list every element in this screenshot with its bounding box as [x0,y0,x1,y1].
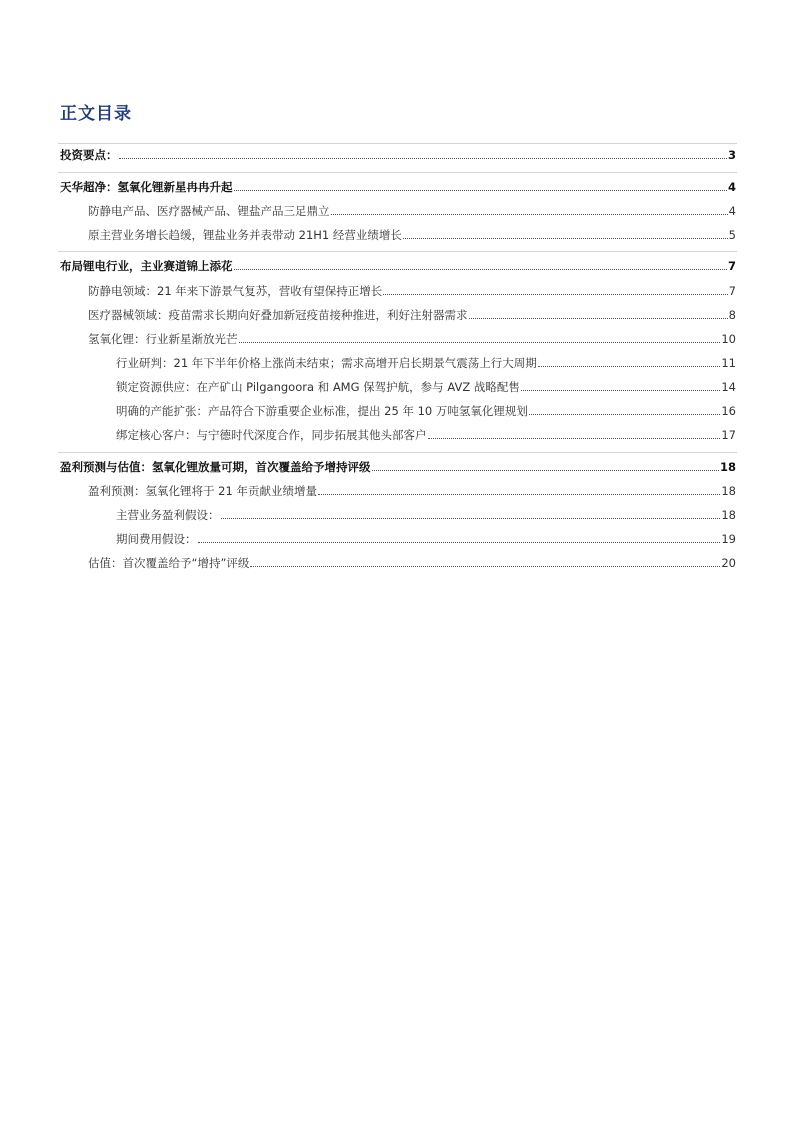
toc-page-number: 10 [721,332,736,346]
dot-leader [239,342,721,343]
toc-entry-label: 盈利预测：氢氧化锂将于 21 年贡献业绩增量 [88,484,317,498]
toc-entry-level1[interactable] [60,179,736,195]
toc-entry-level3[interactable] [116,531,736,547]
toc-entry-label: 天华超净：氢氧化锂新星冉冉升起 [60,180,233,194]
toc-page-number: 3 [727,148,736,162]
toc-page-number: 5 [728,228,736,242]
toc-entry-level2[interactable] [88,227,736,243]
toc-title: 正文目录 [60,104,132,124]
toc-entry-label: 布局锂电行业，主业赛道锦上添花 [60,259,233,273]
dot-leader [198,542,721,543]
toc-entry-label: 防静电领域：21 年来下游景气复苏，营收有望保持正增长 [88,284,383,298]
dot-leader [331,214,728,215]
toc-entry-label: 行业研判：21 年下半年价格上涨尚未结束；需求高增开启长期景气震荡上行大周期 [116,356,537,370]
toc-page-number: 17 [721,428,736,442]
toc-entry-label: 主营业务盈利假设： [116,508,220,522]
toc-page-number: 18 [721,508,736,522]
toc-entry-level2[interactable] [88,307,736,323]
dot-leader [403,238,728,239]
divider [58,143,737,144]
divider [58,452,737,453]
toc-entry-level3[interactable] [116,427,736,443]
toc-entry-label: 原主营业务增长趋缓，锂盐业务并表带动 21H1 经营业绩增长 [88,228,402,242]
toc-entry-level3[interactable] [116,507,736,523]
toc-entry-level2[interactable] [88,283,736,299]
toc-page-number: 19 [721,532,736,546]
dot-leader [469,318,728,319]
toc-entry-label: 医疗器械领域：疫苗需求长期向好叠加新冠疫苗接种推进，利好注射器需求 [88,308,468,322]
dot-leader [372,470,719,471]
toc-entry-level2[interactable] [88,483,736,499]
toc-entry-label: 绑定核心客户：与宁德时代深度合作，同步拓展其他头部客户 [116,428,427,442]
dot-leader [234,269,727,270]
toc-entry-level2[interactable] [88,203,736,219]
toc-entry-level2[interactable] [88,555,736,571]
divider [58,172,737,173]
toc-entry-level3[interactable] [116,355,736,371]
dot-leader [383,294,727,295]
toc-page-number: 7 [728,284,736,298]
dot-leader [221,518,721,519]
toc-entry-label: 投资要点： [60,148,118,162]
toc-entry-label: 氢氧化锂：行业新星渐放光芒 [88,332,238,346]
toc-entry-level2[interactable] [88,331,736,347]
dot-leader [428,438,721,439]
toc-page-number: 4 [728,204,736,218]
toc-page-number: 7 [727,259,736,273]
toc-page-number: 18 [721,484,736,498]
toc-page-number: 14 [721,380,736,394]
toc-entry-level3[interactable] [116,403,736,419]
divider [58,251,737,252]
toc-entry-label: 期间费用假设： [116,532,197,546]
toc-page-number: 8 [728,308,736,322]
toc-entry-label: 盈利预测与估值：氢氧化锂放量可期，首次覆盖给予增持评级 [60,460,371,474]
toc-entry-label: 锁定资源供应：在产矿山 Pilgangoora 和 AMG 保驾护航，参与 AVZ 战略配售 [116,380,520,394]
toc-page-number: 20 [721,556,736,570]
toc-entry-level3[interactable] [116,379,736,395]
toc-page-number: 11 [721,356,736,370]
toc-entry-label: 明确的产能扩张：产品符合下游重要企业标准，提出 25 年 10 万吨氢氧化锂规划 [116,404,528,418]
dot-leader [250,566,720,567]
toc-entry-level1[interactable] [60,147,736,163]
dot-leader [538,366,721,367]
dot-leader [521,390,720,391]
toc-entry-level1[interactable] [60,459,736,475]
toc-entry-label: 防静电产品、医疗器械产品、锂盐产品三足鼎立 [88,204,330,218]
toc-entry-level1[interactable] [60,258,736,274]
dot-leader [119,158,727,159]
dot-leader [318,494,720,495]
toc-page-number: 18 [719,460,736,474]
dot-leader [234,190,727,191]
toc-entry-label: 估值：首次覆盖给予“增持”评级 [88,556,250,570]
toc-page-number: 4 [727,180,736,194]
toc-page-number: 16 [721,404,736,418]
dot-leader [529,414,720,415]
